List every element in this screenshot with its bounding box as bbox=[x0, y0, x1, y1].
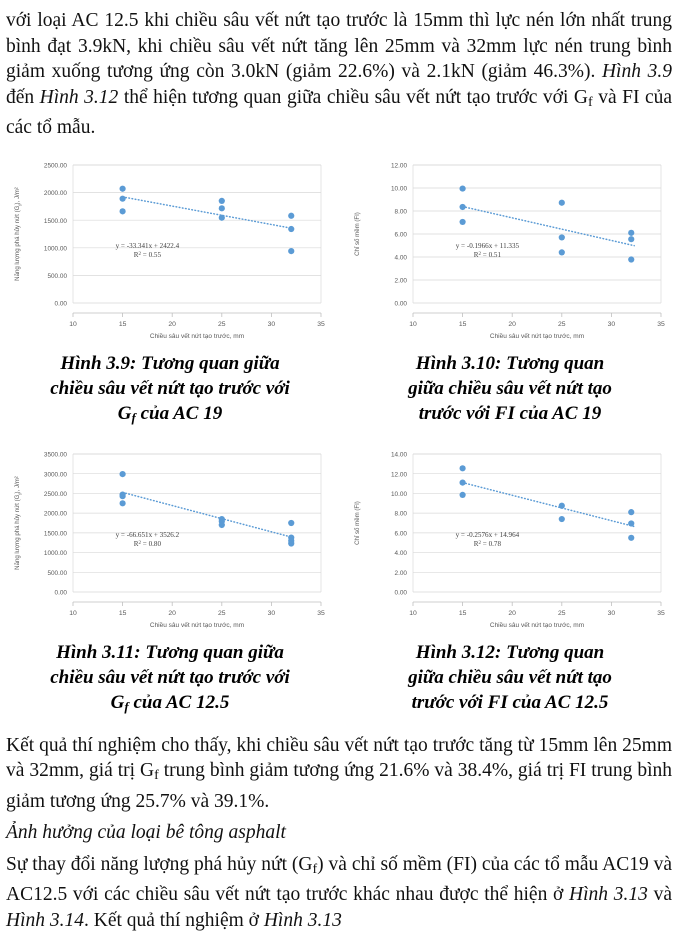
svg-text:30: 30 bbox=[267, 609, 276, 617]
svg-text:15: 15 bbox=[118, 609, 127, 617]
caption-3-9-line3-pre: G bbox=[117, 402, 132, 424]
plot-border bbox=[73, 454, 321, 592]
svg-text:25: 25 bbox=[558, 320, 566, 328]
y-tick-labels bbox=[44, 451, 68, 596]
caption-3-9-line1: Hình 3.9: Tương quan giữa bbox=[60, 352, 280, 374]
svg-text:15: 15 bbox=[458, 320, 467, 328]
svg-text:1500.00: 1500.00 bbox=[43, 530, 67, 538]
caption-3-12-line1: Hình 3.12: Tương quan bbox=[415, 641, 605, 663]
svg-text:6.00: 6.00 bbox=[394, 231, 407, 239]
x-axis-title: Chiều sâu vết nứt tạo trước, mm bbox=[149, 332, 245, 340]
caption-fig-3-11 bbox=[0, 636, 340, 719]
paragraph-top-tail: và FI của các tổ mẫu. bbox=[6, 86, 673, 139]
y-tick-labels bbox=[391, 162, 407, 307]
y-axis-title: Chỉ số mềm (FI) bbox=[354, 211, 361, 256]
data-point bbox=[219, 197, 225, 203]
gridlines bbox=[73, 165, 321, 303]
subscript-f-bottom: f bbox=[312, 860, 318, 877]
svg-text:4.00: 4.00 bbox=[394, 549, 407, 557]
figure-ref-3-9: Hình 3.9 bbox=[601, 61, 672, 82]
x-tick-labels bbox=[69, 321, 325, 328]
data-point bbox=[288, 212, 294, 218]
svg-text:3000.00: 3000.00 bbox=[43, 470, 67, 478]
x-axis-title: Chiều sâu vết nứt tạo trước, mm bbox=[149, 621, 245, 629]
caption-3-11-line3-post: của AC 12.5 bbox=[128, 691, 230, 713]
caption-cell-3-11 bbox=[0, 636, 340, 719]
trendline bbox=[123, 196, 295, 228]
svg-text:1000.00: 1000.00 bbox=[43, 244, 67, 252]
paragraph-bottom-text-c: và bbox=[647, 884, 673, 906]
paragraph-mid-text-b: trung bình giảm tương ứng 21.6% và 38.4%, giá trị FI trung bình giảm tương ứng 25.7% và 39.1%. bbox=[6, 760, 672, 812]
x-axis-title: Chiều sâu vết nứt tạo trước, mm bbox=[489, 621, 585, 629]
chart-fig-3-11 bbox=[5, 440, 335, 630]
svg-text:2.00: 2.00 bbox=[394, 277, 407, 285]
svg-text:35: 35 bbox=[317, 609, 325, 617]
svg-text:15: 15 bbox=[458, 609, 467, 617]
y-tick-labels bbox=[391, 451, 407, 596]
data-point bbox=[628, 520, 634, 526]
svg-text:25: 25 bbox=[218, 320, 226, 328]
y-axis-title: Năng lượng phá hủy nứt $(G_f)$, J/m² bbox=[14, 475, 23, 570]
data-point bbox=[120, 208, 126, 214]
caption-3-9-subscript: f bbox=[131, 409, 136, 425]
svg-text:30: 30 bbox=[607, 609, 616, 617]
paragraph-bottom-text-b: ) và chỉ số mềm (FI) của các tổ mẫu AC19 và AC12.5 với các chiều sâu vết nứt tạo trước khác nhau được thể hiện ở bbox=[6, 853, 672, 906]
svg-text:14.00: 14.00 bbox=[391, 451, 407, 459]
svg-text:2.00: 2.00 bbox=[394, 569, 407, 577]
svg-text:500.00: 500.00 bbox=[47, 569, 67, 577]
caption-3-11-line1: Hình 3.11: Tương quan giữa bbox=[56, 641, 284, 663]
caption-fig-3-12 bbox=[340, 636, 680, 715]
x-axis bbox=[413, 313, 661, 317]
data-point bbox=[460, 203, 466, 209]
svg-text:12.00: 12.00 bbox=[391, 470, 407, 478]
figure-cell-3-11 bbox=[0, 440, 340, 630]
caption-fig-3-9 bbox=[0, 347, 340, 430]
svg-text:10: 10 bbox=[69, 609, 77, 617]
svg-text:20: 20 bbox=[168, 320, 176, 328]
caption-cell-3-9 bbox=[0, 347, 340, 430]
svg-text:2000.00: 2000.00 bbox=[43, 189, 67, 197]
caption-cell-3-12 bbox=[340, 636, 680, 715]
caption-3-9-line3-post: của AC 19 bbox=[135, 402, 223, 424]
data-point bbox=[628, 509, 634, 515]
svg-text:30: 30 bbox=[607, 320, 616, 328]
x-tick-labels bbox=[69, 610, 325, 617]
svg-text:10: 10 bbox=[409, 320, 417, 328]
data-point bbox=[559, 199, 565, 205]
svg-text:6.00: 6.00 bbox=[394, 530, 407, 538]
data-point bbox=[120, 500, 126, 506]
svg-text:25: 25 bbox=[218, 609, 226, 617]
gridlines bbox=[413, 165, 661, 303]
x-axis bbox=[73, 313, 321, 317]
x-tick-labels bbox=[409, 321, 665, 328]
figure-row-1 bbox=[0, 151, 680, 341]
svg-text:1500.00: 1500.00 bbox=[43, 217, 67, 225]
data-point bbox=[120, 471, 126, 477]
trendline-equation: y = -0.1966x + 11.335 bbox=[455, 241, 520, 250]
plot-border bbox=[413, 454, 661, 592]
trendline-equation: y = -66.651x + 3526.2 bbox=[115, 530, 180, 539]
chart-fig-3-10 bbox=[345, 151, 675, 341]
caption-row-1 bbox=[0, 347, 680, 430]
data-point bbox=[120, 185, 126, 191]
data-point bbox=[288, 226, 294, 232]
data-point bbox=[628, 534, 634, 540]
x-axis-title: Chiều sâu vết nứt tạo trước, mm bbox=[489, 332, 585, 340]
caption-3-11-subscript: f bbox=[124, 698, 129, 714]
trendline-equation: y = -33.341x + 2422.4 bbox=[115, 241, 180, 250]
figure-ref-3-12: Hình 3.12 bbox=[39, 86, 119, 108]
data-point bbox=[219, 205, 225, 211]
data-point bbox=[559, 249, 565, 255]
svg-text:0.00: 0.00 bbox=[394, 589, 407, 597]
chart-svg-3-12 bbox=[345, 440, 675, 630]
svg-text:0.00: 0.00 bbox=[54, 300, 67, 308]
data-point bbox=[219, 522, 225, 528]
data-point bbox=[460, 218, 466, 224]
paragraph-bottom bbox=[0, 852, 680, 934]
caption-3-10-line3: trước với FI của AC 19 bbox=[418, 402, 602, 424]
paragraph-mid-text-a: Kết quả thí nghiệm cho thấy, khi chiều sâu vết nứt tạo trước tăng từ 15mm lên 25mm và 32mm, giá trị G bbox=[6, 734, 672, 782]
data-point bbox=[559, 234, 565, 240]
svg-text:20: 20 bbox=[508, 320, 516, 328]
svg-text:10.00: 10.00 bbox=[391, 490, 407, 498]
caption-fig-3-10 bbox=[340, 347, 680, 426]
caption-3-10-line2: giữa chiều sâu vết nứt tạo bbox=[408, 377, 612, 399]
figure-ref-3-14: Hình 3.14 bbox=[6, 909, 84, 931]
chart-fig-3-12 bbox=[345, 440, 675, 630]
paragraph-top-mid: đến bbox=[6, 86, 40, 108]
trendline-r2: $R^2 = 0.80$ bbox=[133, 539, 162, 548]
svg-text:20: 20 bbox=[168, 609, 176, 617]
paragraph-bottom-text-d: . Kết quả thí nghiệm ở bbox=[84, 909, 264, 931]
chart-svg-3-10 bbox=[345, 151, 675, 341]
svg-text:2500.00: 2500.00 bbox=[43, 490, 67, 498]
y-axis-title: Chỉ số mềm (FI) bbox=[354, 500, 361, 545]
data-point bbox=[460, 479, 466, 485]
subscript-f-mid: f bbox=[154, 767, 159, 784]
figure-cell-3-9 bbox=[0, 151, 340, 341]
caption-3-12-line2: giữa chiều sâu vết nứt tạo bbox=[408, 666, 612, 688]
plot-border bbox=[73, 165, 321, 303]
svg-text:35: 35 bbox=[657, 320, 665, 328]
svg-text:12.00: 12.00 bbox=[391, 162, 407, 170]
data-point bbox=[628, 236, 634, 242]
caption-row-2 bbox=[0, 636, 680, 719]
trendline bbox=[463, 482, 635, 526]
data-point bbox=[559, 516, 565, 522]
svg-text:15: 15 bbox=[118, 320, 127, 328]
svg-text:10: 10 bbox=[409, 609, 417, 617]
section-heading: Ảnh hưởng của loại bê tông asphalt bbox=[6, 822, 286, 844]
trendline-r2: $R^2 = 0.78$ bbox=[473, 539, 502, 548]
svg-text:3500.00: 3500.00 bbox=[43, 451, 67, 459]
caption-3-10-line1: Hình 3.10: Tương quan bbox=[415, 352, 605, 374]
svg-text:2500.00: 2500.00 bbox=[43, 162, 67, 170]
figure-cell-3-12 bbox=[340, 440, 680, 630]
data-point bbox=[120, 195, 126, 201]
svg-text:20: 20 bbox=[508, 609, 516, 617]
paragraph-top-end: thể hiện tương quan giữa chiều sâu vết nứt tạo trước với G bbox=[118, 86, 588, 108]
data-point bbox=[460, 185, 466, 191]
chart-svg-3-11 bbox=[5, 440, 335, 630]
svg-text:500.00: 500.00 bbox=[47, 272, 67, 280]
caption-3-12-line3: trước với FI của AC 12.5 bbox=[411, 691, 609, 713]
figure-row-2 bbox=[0, 440, 680, 630]
figure-ref-3-13-b: Hình 3.13 bbox=[263, 909, 342, 931]
caption-3-11-line2: chiều sâu vết nứt tạo trước với bbox=[50, 666, 290, 688]
y-tick-labels bbox=[44, 162, 68, 307]
trendline-r2: $R^2 = 0.51$ bbox=[473, 250, 502, 259]
gridlines bbox=[73, 454, 321, 592]
caption-3-9-line2: chiều sâu vết nứt tạo trước với bbox=[50, 377, 290, 399]
svg-text:1000.00: 1000.00 bbox=[43, 549, 67, 557]
data-point bbox=[559, 502, 565, 508]
trendline bbox=[463, 206, 635, 245]
svg-text:35: 35 bbox=[317, 320, 325, 328]
data-point bbox=[628, 256, 634, 262]
data-point bbox=[460, 465, 466, 471]
data-point bbox=[628, 229, 634, 235]
paragraph-top bbox=[0, 0, 680, 141]
x-axis bbox=[413, 602, 661, 606]
y-axis-title: Năng lượng phá hủy nứt $(G_f)$, J/m² bbox=[14, 186, 23, 281]
paragraph-bottom-text-a: Sự thay đổi năng lượng phá hủy nứt (G bbox=[6, 853, 313, 875]
svg-text:8.00: 8.00 bbox=[394, 208, 407, 216]
chart-svg-3-9 bbox=[5, 151, 335, 341]
svg-text:30: 30 bbox=[267, 320, 276, 328]
trendline-equation: y = -0.2576x + 14.964 bbox=[455, 530, 520, 539]
data-point bbox=[288, 540, 294, 546]
svg-text:0.00: 0.00 bbox=[394, 300, 407, 308]
data-point bbox=[288, 520, 294, 526]
data-point bbox=[120, 493, 126, 499]
subscript-f: f bbox=[588, 93, 593, 110]
figure-cell-3-10 bbox=[340, 151, 680, 341]
caption-3-11-line3-pre: G bbox=[110, 691, 125, 713]
chart-fig-3-9 bbox=[5, 151, 335, 341]
data-point bbox=[288, 248, 294, 254]
data-points bbox=[460, 465, 635, 541]
gridlines bbox=[413, 454, 661, 592]
x-axis bbox=[73, 602, 321, 606]
svg-text:8.00: 8.00 bbox=[394, 510, 407, 518]
figure-ref-3-13-a: Hình 3.13 bbox=[569, 884, 648, 906]
svg-text:10.00: 10.00 bbox=[391, 185, 407, 193]
caption-cell-3-10 bbox=[340, 347, 680, 426]
paragraph-top-text-1: với loại AC 12.5 khi chiều sâu vết nứt tạo trước là 15mm thì lực nén lớn nhất trung bình đạt 3.9kN, khi chiều sâu vết nứt tăng lên 25mm và 32mm lực nén trung bình giảm xuống tương ứng còn 3.0kN (giảm 22.6%) và 2.1kN (giảm 46.3%). bbox=[6, 10, 672, 82]
svg-text:0.00: 0.00 bbox=[54, 589, 67, 597]
paragraph-middle bbox=[0, 733, 680, 815]
svg-text:2000.00: 2000.00 bbox=[43, 510, 67, 518]
svg-text:4.00: 4.00 bbox=[394, 254, 407, 262]
svg-text:10: 10 bbox=[69, 320, 77, 328]
trendline-r2: $R^2 = 0.55$ bbox=[133, 250, 162, 259]
data-point bbox=[460, 491, 466, 497]
data-point bbox=[219, 214, 225, 220]
x-tick-labels bbox=[409, 610, 665, 617]
svg-text:25: 25 bbox=[558, 609, 566, 617]
svg-text:35: 35 bbox=[657, 609, 665, 617]
